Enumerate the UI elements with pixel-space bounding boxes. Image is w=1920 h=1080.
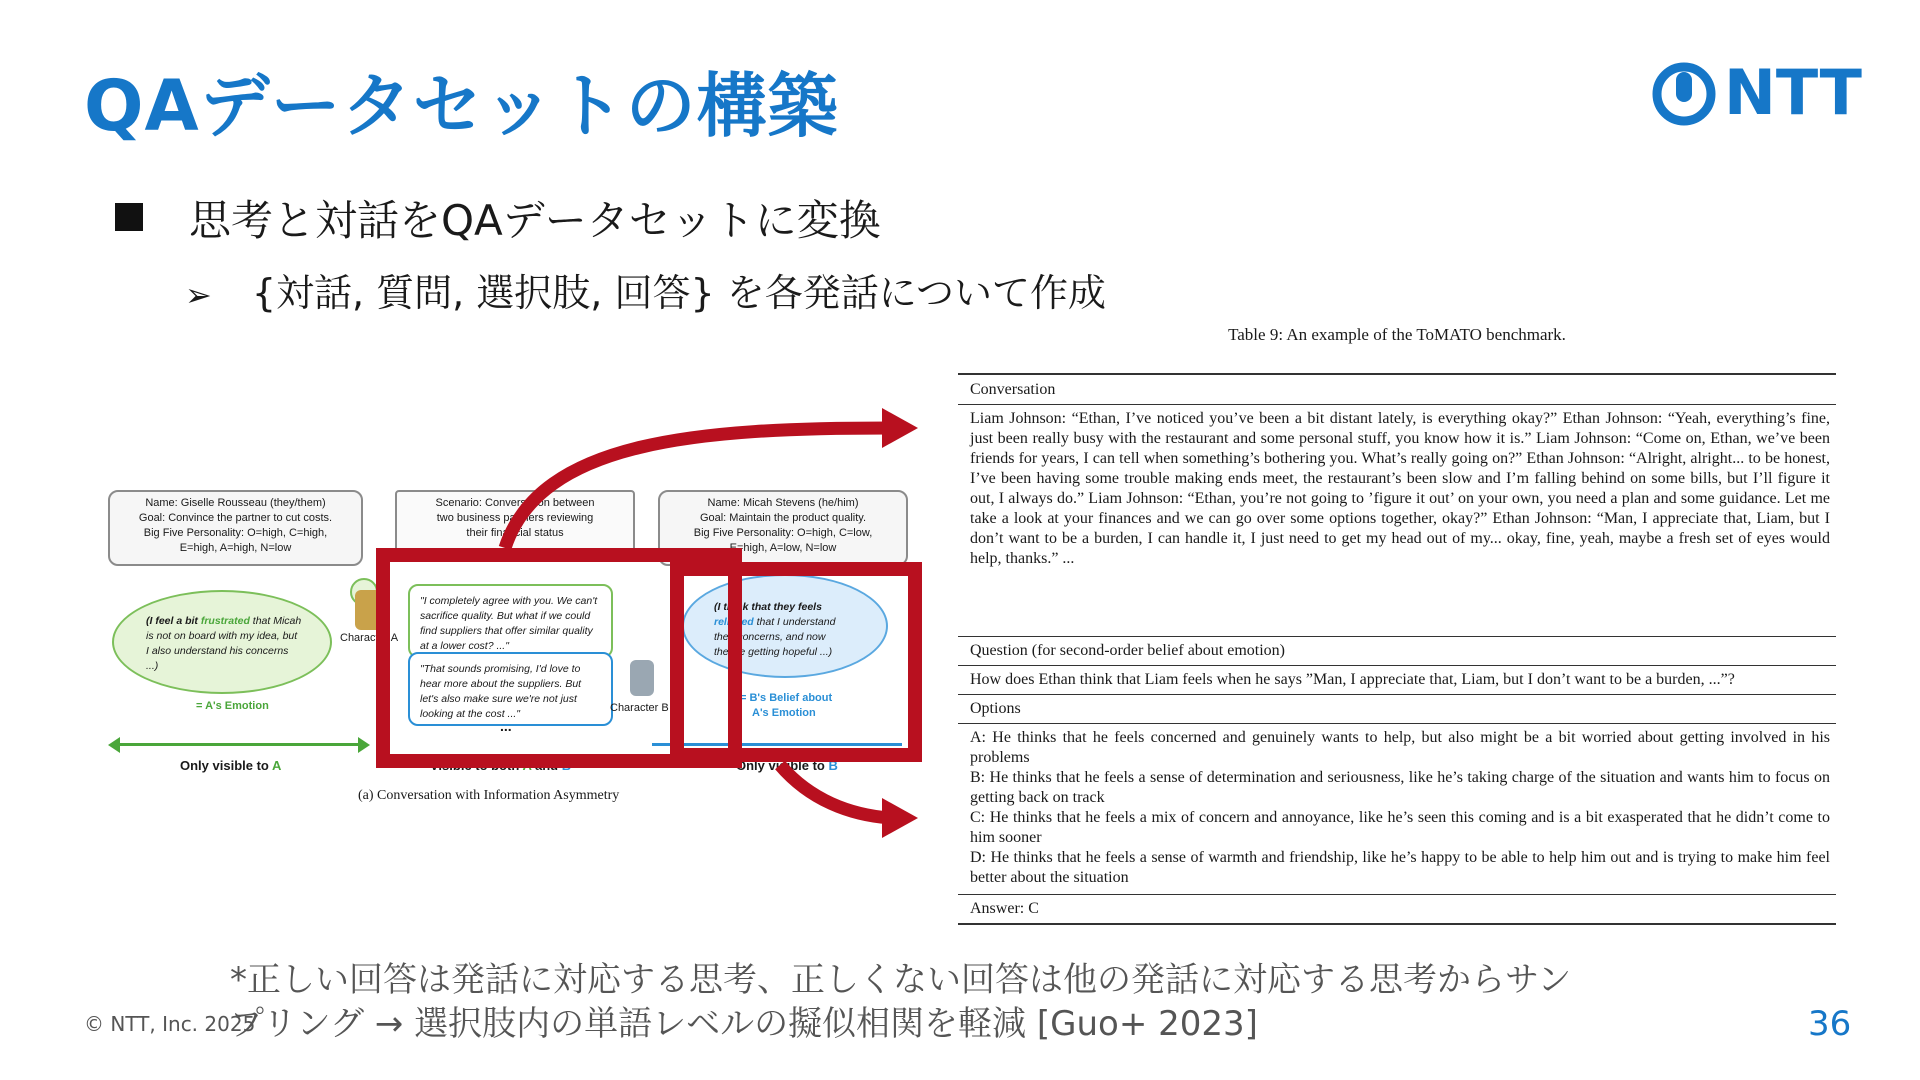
- profile-a-name: Name: Giselle Rousseau (they/them): [145, 497, 326, 509]
- only-a-letter: A: [271, 758, 282, 773]
- arrow-head-options-icon: [882, 798, 918, 838]
- both-text: Visible to both: [430, 758, 523, 773]
- rule: [958, 404, 1836, 405]
- emotion-label: = A's Emotion: [196, 700, 269, 712]
- profile-b-personality-2: E=high, A=low, N=low: [729, 542, 837, 554]
- only-b-letter: B: [828, 758, 838, 773]
- belief-label-1: = B's Belief about: [740, 692, 833, 704]
- thought-a-emotion: frustrated: [200, 615, 250, 627]
- thought-b-emotion: relieved: [714, 616, 754, 628]
- rule: [958, 894, 1836, 895]
- copyright: © NTT, Inc. 2025: [84, 1012, 256, 1036]
- utterance-2-bubble: "That sounds promising, I'd love to hear more about the suppliers. But let's also make sure we're not just looking at the cost ...": [408, 652, 613, 726]
- arrow-to-conversation: [505, 428, 890, 548]
- rule: [958, 636, 1836, 637]
- page-number: 36: [1808, 1004, 1852, 1044]
- utterance-1-bubble: "I completely agree with you. We can't sacrifice quality. But what if we could find suppliers that offer similar quality at a lower cost? ...": [408, 584, 613, 658]
- profile-a-goal: Goal: Convince the partner to cut costs.: [138, 512, 333, 524]
- profile-b-name: Name: Micah Stevens (he/him): [707, 497, 859, 509]
- options-header: Options: [970, 700, 1021, 717]
- arrow-bullet-icon: ➢: [185, 276, 212, 314]
- rule: [958, 665, 1836, 666]
- thought-a-post: that Micah is not on board with my idea, but I also understand his concerns ...): [146, 615, 302, 672]
- bullet-1-text: 思考と対話をQAデータセットに変換: [189, 196, 881, 245]
- thought-a-pre: (I feel a bit: [146, 615, 201, 627]
- profile-b-goal: Goal: Maintain the product quality.: [699, 512, 867, 524]
- conversation-text: Liam Johnson: “Ethan, I’ve noticed you’ve been a bit distant lately, is everything okay?” Ethan Johnson: “Yeah, everything’s fine, just been really busy with the restaurant and some personal stuff, you know how it is.” Liam Johnson: “Come on, Ethan, we’ve been friends for years, I can tell when something’s bothering you. What’s really going on?” Ethan Johnson: “Alright, alright... to be honest, I’ve been having some trouble making ends meet, the restaurant’s been slow and I’m falling behind on some bills, but I’ll figure it out, I always do.” Liam Johnson: “Ethan, you’re not going to ’figure it out’ on your own, you need a plan and some guidance. Let me take a look at your finances and we can go over some options together, okay?” Ethan Johnson: “Man, I appreciate that, Liam, but I don’t want to be a burden, I can handle it, I just need to get my head out of my... okay, fine, yeah, maybe a fresh set of eyes would help, thanks.” ...: [970, 410, 1830, 567]
- both-b-letter: B: [561, 758, 572, 773]
- footnote-line-1: *正しい回答は発話に対応する思考、正しくない回答は他の発話に対応する思考からサン: [230, 960, 1572, 1000]
- arrow-head-conversation-icon: [882, 408, 918, 448]
- option-c: C: He thinks that he feels a mix of concern and annoyance, like he’s seen this coming and is a bit exasperated that he didn’t come to him sooner: [970, 809, 1830, 846]
- character-b-label: Character B: [610, 702, 669, 714]
- thought-b-post: that I understand their concerns, and now they're getting hopeful ...): [714, 616, 836, 658]
- options-list: [970, 728, 1830, 888]
- figure-caption: (a) Conversation with Information Asymmetry: [358, 788, 620, 803]
- logo-text: NTT: [1724, 56, 1862, 129]
- character-a-label: Character A: [340, 632, 399, 644]
- profile-b-personality: Big Five Personality: O=high, C=low,: [693, 527, 873, 539]
- both-and: and: [531, 758, 562, 773]
- scenario-line-3: their financial status: [466, 527, 564, 539]
- question-header: Question (for second-order belief about emotion): [970, 642, 1286, 659]
- profile-a-personality: Big Five Personality: O=high, C=high,: [143, 527, 328, 539]
- footnote-line-2: プリング → 選択肢内の単語レベルの擬似相関を軽減 [Guo+ 2023]: [230, 1004, 1258, 1044]
- scenario-line-2: two business partners reviewing: [436, 512, 594, 524]
- profile-a-personality-2: E=high, A=high, N=low: [179, 542, 292, 554]
- option-a: A: He thinks that he feels concerned and genuinely wants to help, but also might be a bit worried about getting involved in his problems: [970, 729, 1830, 766]
- scenario-line-1: Scenario: Conversation between: [435, 497, 595, 509]
- answer-text: Answer: C: [970, 900, 1039, 917]
- table-top-rule: [958, 373, 1836, 375]
- belief-label-2: A's Emotion: [752, 707, 816, 719]
- only-a-text: Only visible to: [180, 758, 272, 773]
- table-caption: Table 9: An example of the ToMATO benchmark.: [1228, 325, 1566, 344]
- bullet-2-text: {対話, 質問, 選択肢, 回答} を各発話について作成: [251, 271, 1106, 315]
- thought-b-pre: (I think that they feels: [714, 601, 822, 613]
- table-bottom-rule: [958, 923, 1836, 925]
- option-d: D: He thinks that he feels a sense of warmth and friendship, like he’s happy to be able to help him out and is trying to make him feel better about the situation: [970, 849, 1830, 886]
- rule: [958, 723, 1836, 724]
- conversation-header: Conversation: [970, 381, 1056, 398]
- both-a-letter: A: [522, 758, 532, 773]
- ellipsis: ...: [500, 718, 512, 734]
- rule: [958, 694, 1836, 695]
- arrow-to-options: [780, 765, 890, 818]
- question-text: How does Ethan think that Liam feels when he says ”Man, I appreciate that, Liam, but I don’t want to be a burden, ...”?: [970, 671, 1735, 688]
- slide-title: QAデータセットの構築: [84, 65, 839, 147]
- only-b-text: Only visible to: [736, 758, 829, 773]
- option-b: B: He thinks that he feels a sense of determination and seriousness, like he’s taking charge of the situation and wants him to focus on getting back on track: [970, 769, 1830, 806]
